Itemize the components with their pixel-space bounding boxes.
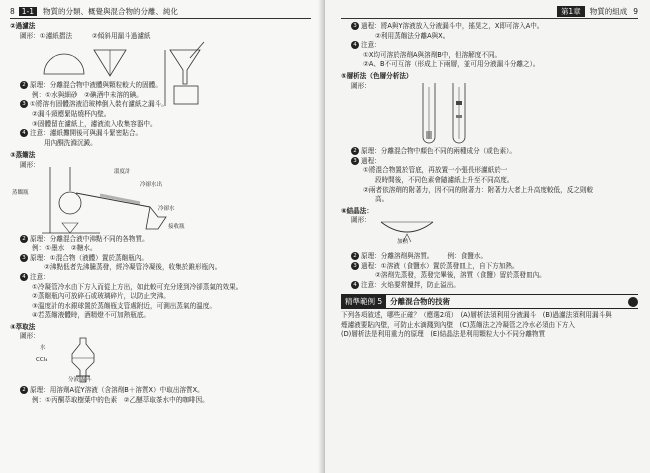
funnel-label: 分液 漏斗 <box>68 377 92 384</box>
chromatography-tubes-figure <box>417 81 477 147</box>
distillation-note-2: ②蒸餾瓶內可放碎石或玻璃碎片，以防止突沸。 <box>32 292 170 301</box>
extraction-example: 例：①丙酮萃取樹葉中的色素 ②乙醚萃取茶水中的咖啡因。 <box>32 395 209 404</box>
numbered-mark: 4 <box>351 281 359 289</box>
extraction-figure-line: 圖形： <box>20 332 40 341</box>
right-page <box>325 0 650 473</box>
chapter-title: 物質的組成 <box>589 6 628 16</box>
chromatography-step-3b: 高。 <box>375 195 389 204</box>
numbered-mark: 3 <box>351 22 359 30</box>
soccer-ball-icon <box>628 297 638 307</box>
distillation-step-1: 3 原理：①混合物（液體）置於蒸餾瓶內。 <box>10 254 311 264</box>
example-question-3: (D)層析法是利用重力的原理 (E)結晶法是利用顆粒大小不同分離物質 <box>341 330 546 339</box>
thermometer-label: 溫度計 <box>114 168 131 175</box>
distillation-note-4: ④若蒸餾液體時，酒精燈不可加熱瓶底。 <box>32 311 151 320</box>
page-number: 9 <box>633 6 638 16</box>
heat-label: 加熱 <box>397 238 409 245</box>
filtration-principle: 2 原理：分離混合物中液體與顆粒較大的固體。 <box>10 81 311 91</box>
example-question-1: 下列各項敘述，哪些正確？（應選2項） (A)層析法須利用分液漏斗 (B)過濾法須利用漏斗與 <box>341 311 612 320</box>
numbered-mark: 4 <box>351 41 359 49</box>
filtration-step-3: ③固體留在濾紙上，濾液流入收集容器中。 <box>32 119 157 128</box>
distillation-note-1: ①冷凝管冷水由下方入而從上方出，如此較可充分達到冷卻蒸氣的效果。 <box>32 282 243 291</box>
numbered-mark: 3 <box>20 254 28 262</box>
crystallization-heading: ⑥結晶法： <box>341 206 373 215</box>
filtration-figure-area <box>10 41 311 81</box>
section-badge: 1-1 <box>19 7 37 16</box>
example-tag: 精準範例 5 <box>341 295 386 308</box>
distillation-figure-line: 圖形： <box>20 160 40 169</box>
chromatography-step-1b: 段時間後，不同色素會隨濾紙上升至不同高度。 <box>375 175 514 184</box>
distillation-heading: ③蒸餾法 <box>10 151 36 160</box>
water-label: 水 <box>40 345 46 352</box>
chromatography-heading: ⑤層析法（色層分析法） <box>341 71 413 80</box>
numbered-mark: 2 <box>20 235 28 243</box>
distillation-example: 例：①墨水 ②糖水。 <box>32 244 97 253</box>
cooling-out-label: 冷卻水出 <box>140 181 163 188</box>
chromatography-figure-area <box>341 91 638 147</box>
section-title: 物質的分類、概覺與混合物的分離、純化 <box>43 6 179 16</box>
filtration-note-2: 用內酮洗滌沉澱。 <box>44 138 97 147</box>
numbered-mark: 2 <box>351 147 359 155</box>
example-title: 分離混合物的技術 <box>390 297 451 307</box>
flask-label: 蒸餾瓶 <box>12 189 29 196</box>
numbered-mark: 2 <box>20 386 28 394</box>
example-question-2: 煙濾液要貼內壁，可防止水滴濺到內壁 (C)蒸餾法之冷凝管之冷水必須由下方入 <box>341 320 575 329</box>
numbered-mark: 3 <box>351 157 359 165</box>
crystallization-step-1: 3 過程：①溶液（食鹽水）置於蒸發皿上，自下方加熱。 <box>341 262 638 272</box>
extraction-principle: 2 原理：用溶劑A從Y溶液（含溶劑B＋溶質X）中取出溶質X。 <box>10 386 311 396</box>
numbered-mark: 2 <box>20 81 28 89</box>
numbered-mark: 3 <box>351 262 359 270</box>
filtration-example: 例：①水與細砂 ②碘酒中未溶的碘。 <box>32 90 143 99</box>
extraction-step-2: ②利用蒸餾法分離A與X。 <box>375 31 450 40</box>
extraction-note-2: ②A、B不可互溶（形成上下兩層，並可用分液漏斗分離之）。 <box>363 60 540 69</box>
extraction-heading: ④萃取法 <box>10 322 36 331</box>
extraction-note-heading: 4 注意： <box>341 41 638 51</box>
chromatography-figure-line: 圖形： <box>351 81 371 90</box>
distillation-principle: 2 原理：分離混合液中沸點不同的各物質。 <box>10 235 311 245</box>
chromatography-step-3: ②兩者依溶劑的附著力，因不同的附著力：附著力大者上升高度較低，反之則較 <box>363 185 594 194</box>
filtration-heading: ②過濾法 <box>10 22 36 30</box>
extraction-step-1: 3 過程：將A與Y溶液放入分液漏斗中，搖晃之，X即可溶入A中。 <box>341 22 638 32</box>
numbered-mark: 4 <box>20 129 28 137</box>
filter-paper-fold-figure <box>40 44 130 80</box>
filtration-figure-line: 圖形：①濾紙摺法 ②傾斜用漏斗過濾紙 <box>20 31 151 40</box>
left-page-header <box>10 4 311 19</box>
extraction-note-1: ①X均可溶於溶劑A與溶劑B中，但溶解度不同。 <box>363 50 502 59</box>
crystallization-figure-line: 圖形： <box>351 216 371 225</box>
chromatography-principle: 2 原理：分離混合物中顏色不同的兩種成分（或色素）。 <box>341 147 638 157</box>
ccl4-label: CCl₄ <box>36 357 48 364</box>
crystallization-principle: 2 原理：分離溶劑與溶質。 例：食鹽水。 <box>341 252 638 262</box>
crystallization-figure-area <box>341 226 638 252</box>
crystallization-step-2: ②溶劑先蒸發，蒸發完畢後，溶質（食鹽）留於蒸發皿內。 <box>375 271 546 280</box>
extraction-figure-area <box>10 342 311 386</box>
numbered-mark: 2 <box>351 252 359 260</box>
receiver-label: 接收瓶 <box>168 223 185 230</box>
example-header <box>341 294 638 309</box>
numbered-mark: 4 <box>20 273 28 281</box>
funnel-filtration-figure <box>160 40 220 108</box>
distillation-figure-area <box>10 168 311 235</box>
distillation-note-heading: 4 注意： <box>10 273 311 283</box>
chromatography-step-heading: 3 過程： <box>341 157 638 167</box>
numbered-mark: 3 <box>20 100 28 108</box>
crystallization-note: 4 注意：火焰要常攪拌，防止溢出。 <box>341 281 638 291</box>
filtration-note-1: 4 注意：濾紙攤開後可與漏斗緊密貼合。 <box>10 129 311 139</box>
page-number: 8 <box>10 6 15 16</box>
distillation-note-3: ③溫度計的水銀球置於蒸餾瓶支管處附近，可測出蒸氣的溫度。 <box>32 301 216 310</box>
filtration-step-2: ②漏斗頸應緊貼燒杯內壁。 <box>32 109 111 118</box>
distillation-step-2: ②沸點低者先沸騰蒸發，經冷凝管冷凝後，收集於錐形瓶內。 <box>44 263 222 272</box>
chromatography-step-1: ①將混合物置於管底，再放置一小張長形濾紙於一 <box>363 166 508 175</box>
filtration-step-1: 3 ①將溶有固體溶液沿玻棒倒入裝有濾紙之漏斗。 <box>10 100 311 110</box>
right-page-header <box>341 4 638 19</box>
chapter-badge: 第1章 <box>557 6 585 17</box>
cooling-in-label: 冷卻水 <box>158 205 175 212</box>
